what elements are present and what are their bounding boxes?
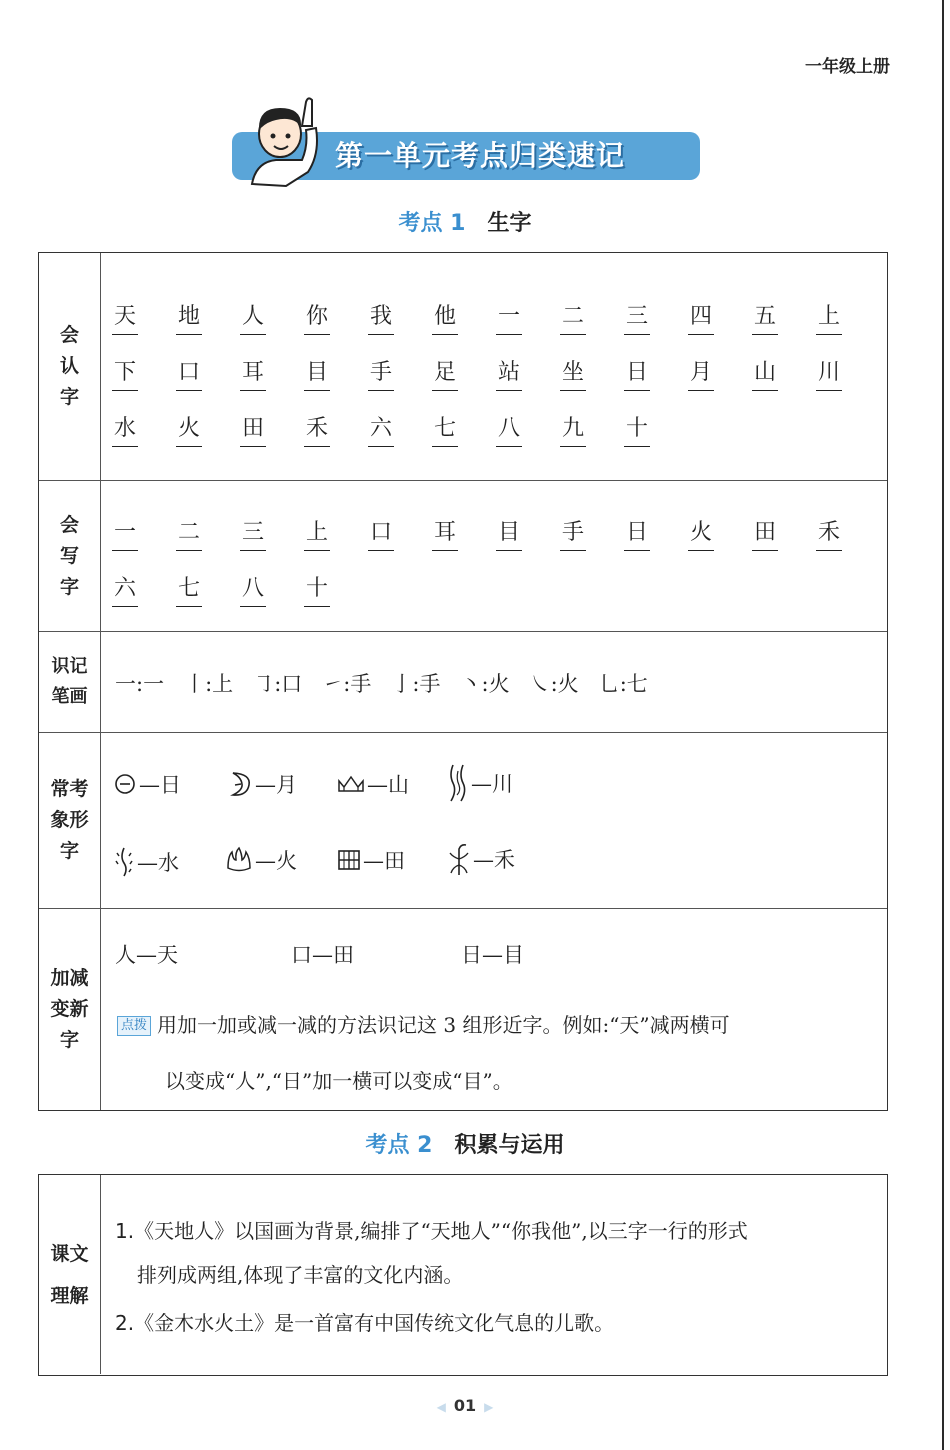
understanding-row — [39, 1175, 887, 1374]
char-cell: 二 — [169, 515, 209, 546]
boy-mascot-icon — [246, 96, 328, 188]
char-cell: 七 — [169, 571, 209, 602]
tip-line-2: 以变成“人”,“日”加一横可以变成“目”。 — [165, 1069, 513, 1093]
note-item-1-line-1: 《天地人》以国画为背景,编排了“天地人”“你我他”,以三字一行的形式 — [134, 1219, 748, 1243]
pictographs-row — [39, 733, 887, 909]
recognize-label: 会 认 字 — [59, 324, 79, 408]
pictograph-item — [447, 763, 513, 803]
pictograph-item — [113, 845, 179, 879]
pictograph-item — [447, 841, 515, 877]
char-cell: 手 — [361, 355, 401, 386]
pictograph-item — [227, 769, 297, 799]
write-label-cell — [39, 481, 101, 631]
tip-block — [117, 997, 881, 1109]
pictographs-content — [101, 733, 887, 908]
char-cell: 口 — [169, 355, 209, 386]
pictograph-text: —日 — [139, 773, 181, 797]
char-cell: 三 — [233, 515, 273, 546]
note-item-1-line-2: 排列成两组,体现了丰富的文化内涵。 — [137, 1263, 464, 1287]
char-cell: 他 — [425, 299, 465, 330]
char-cell: 足 — [425, 355, 465, 386]
section1-name: 生字 — [487, 211, 532, 236]
char-cell: 手 — [553, 515, 593, 546]
char-cell: 山 — [745, 355, 785, 386]
char-cell: 五 — [745, 299, 785, 330]
char-cell: 水 — [105, 411, 145, 442]
char-cell: 川 — [809, 355, 849, 386]
accumulation-table — [38, 1174, 888, 1376]
strokes-content — [101, 632, 887, 732]
addsub-pair: 口—田 — [291, 943, 354, 967]
strokes-label-cell — [39, 632, 101, 732]
section2-num: 考点 2 — [365, 1133, 433, 1158]
char-cell: 火 — [169, 411, 209, 442]
page-edge-line — [942, 0, 944, 1450]
char-cell: 十 — [297, 571, 337, 602]
recognize-row — [39, 253, 887, 481]
char-cell: 月 — [681, 355, 721, 386]
char-cell: 六 — [361, 411, 401, 442]
understanding-content — [101, 1175, 887, 1374]
char-cell: 禾 — [809, 515, 849, 546]
addsub-label-cell — [39, 909, 101, 1110]
right-arrow-icon: ▶ — [484, 1400, 494, 1414]
char-cell: 下 — [105, 355, 145, 386]
addsub-pair: 日—目 — [461, 943, 524, 967]
moon-glyph-icon — [227, 770, 253, 798]
char-cell: 一 — [105, 515, 145, 546]
water-glyph-icon — [113, 845, 135, 879]
char-cell: 田 — [233, 411, 273, 442]
note-item-1 — [115, 1209, 879, 1297]
char-cell: 我 — [361, 299, 401, 330]
page-number — [0, 1396, 930, 1415]
section2-name: 积累与运用 — [454, 1133, 565, 1158]
pictograph-item — [337, 769, 409, 799]
char-cell: 口 — [361, 515, 401, 546]
grade-label: 一年级上册 — [805, 57, 890, 77]
addsub-pair: 人—天 — [115, 943, 178, 967]
pictograph-item — [337, 845, 405, 875]
char-cell: 三 — [617, 299, 657, 330]
char-cell: 上 — [809, 299, 849, 330]
char-cell: 日 — [617, 515, 657, 546]
write-content — [101, 481, 887, 631]
recognize-content — [101, 253, 887, 480]
char-cell: 站 — [489, 355, 529, 386]
section1-title — [0, 206, 930, 237]
char-cell: 一 — [489, 299, 529, 330]
pictograph-text: —山 — [367, 773, 409, 797]
pictograph-text: —火 — [255, 849, 297, 873]
banner-title: 第一单元考点归类速记 — [334, 139, 625, 172]
tip-badge: 点拨 — [117, 1016, 151, 1036]
understanding-label-cell — [39, 1175, 101, 1374]
tip-line-1: 用加一加或减一减的方法识记这 3 组形近字。例如:“天”减两横可 — [157, 1013, 730, 1037]
addsub-row — [39, 909, 887, 1110]
pictograph-text: —水 — [137, 851, 179, 875]
char-cell: 地 — [169, 299, 209, 330]
char-cell: 禾 — [297, 411, 337, 442]
addsub-content — [101, 909, 887, 1110]
char-cell: 你 — [297, 299, 337, 330]
mountain-glyph-icon — [337, 772, 365, 796]
section1-num: 考点 1 — [398, 211, 466, 236]
section2-title — [0, 1128, 930, 1159]
characters-table — [38, 252, 888, 1111]
strokes-row — [39, 632, 887, 733]
pictograph-text: —月 — [255, 773, 297, 797]
strokes-text: 一:一 丨:上 ㇆:口 ㇀:手 亅:手 丶:火 ㇏:火 乚:七 — [115, 672, 648, 696]
left-arrow-icon: ◀ — [436, 1400, 446, 1414]
char-cell: 十 — [617, 411, 657, 442]
grain-glyph-icon — [447, 841, 471, 877]
note-number: 2. — [115, 1311, 135, 1335]
addsub-label: 加减 变新 字 — [50, 967, 89, 1051]
note-item-2-line-1: 《金木水火土》是一首富有中国传统文化气息的儿歌。 — [134, 1311, 615, 1335]
char-cell: 火 — [681, 515, 721, 546]
write-label: 会 写 字 — [59, 513, 79, 598]
river-glyph-icon — [447, 763, 469, 803]
pictograph-item — [113, 769, 181, 799]
fire-glyph-icon — [225, 846, 253, 874]
char-cell: 目 — [489, 515, 529, 546]
pictographs-label-cell — [39, 733, 101, 908]
pictograph-text: —禾 — [473, 848, 515, 872]
char-cell: 九 — [553, 411, 593, 442]
char-cell: 八 — [489, 411, 529, 442]
pictograph-text: —田 — [363, 849, 405, 873]
note-number: 1. — [115, 1219, 135, 1243]
note-item-2 — [115, 1301, 879, 1345]
pictographs-label: 常考 象形 字 — [50, 778, 89, 862]
understanding-label: 课文 理解 — [50, 1242, 89, 1307]
char-cell: 天 — [105, 299, 145, 330]
char-cell: 八 — [233, 571, 273, 602]
char-cell: 上 — [297, 515, 337, 546]
char-cell: 七 — [425, 411, 465, 442]
pictograph-item — [225, 845, 297, 875]
char-cell: 四 — [681, 299, 721, 330]
char-cell: 坐 — [553, 355, 593, 386]
strokes-label: 识记 笔画 — [51, 656, 88, 707]
char-cell: 日 — [617, 355, 657, 386]
char-cell: 人 — [233, 299, 273, 330]
field-glyph-icon — [337, 848, 361, 872]
char-cell: 耳 — [233, 355, 273, 386]
write-row — [39, 481, 887, 632]
char-cell: 二 — [553, 299, 593, 330]
char-cell: 目 — [297, 355, 337, 386]
char-cell: 耳 — [425, 515, 465, 546]
sun-glyph-icon — [113, 772, 137, 796]
pictograph-text: —川 — [471, 772, 513, 796]
char-cell: 六 — [105, 571, 145, 602]
page-number-text: 01 — [453, 1396, 477, 1415]
char-cell: 田 — [745, 515, 785, 546]
recognize-label-cell — [39, 253, 101, 480]
